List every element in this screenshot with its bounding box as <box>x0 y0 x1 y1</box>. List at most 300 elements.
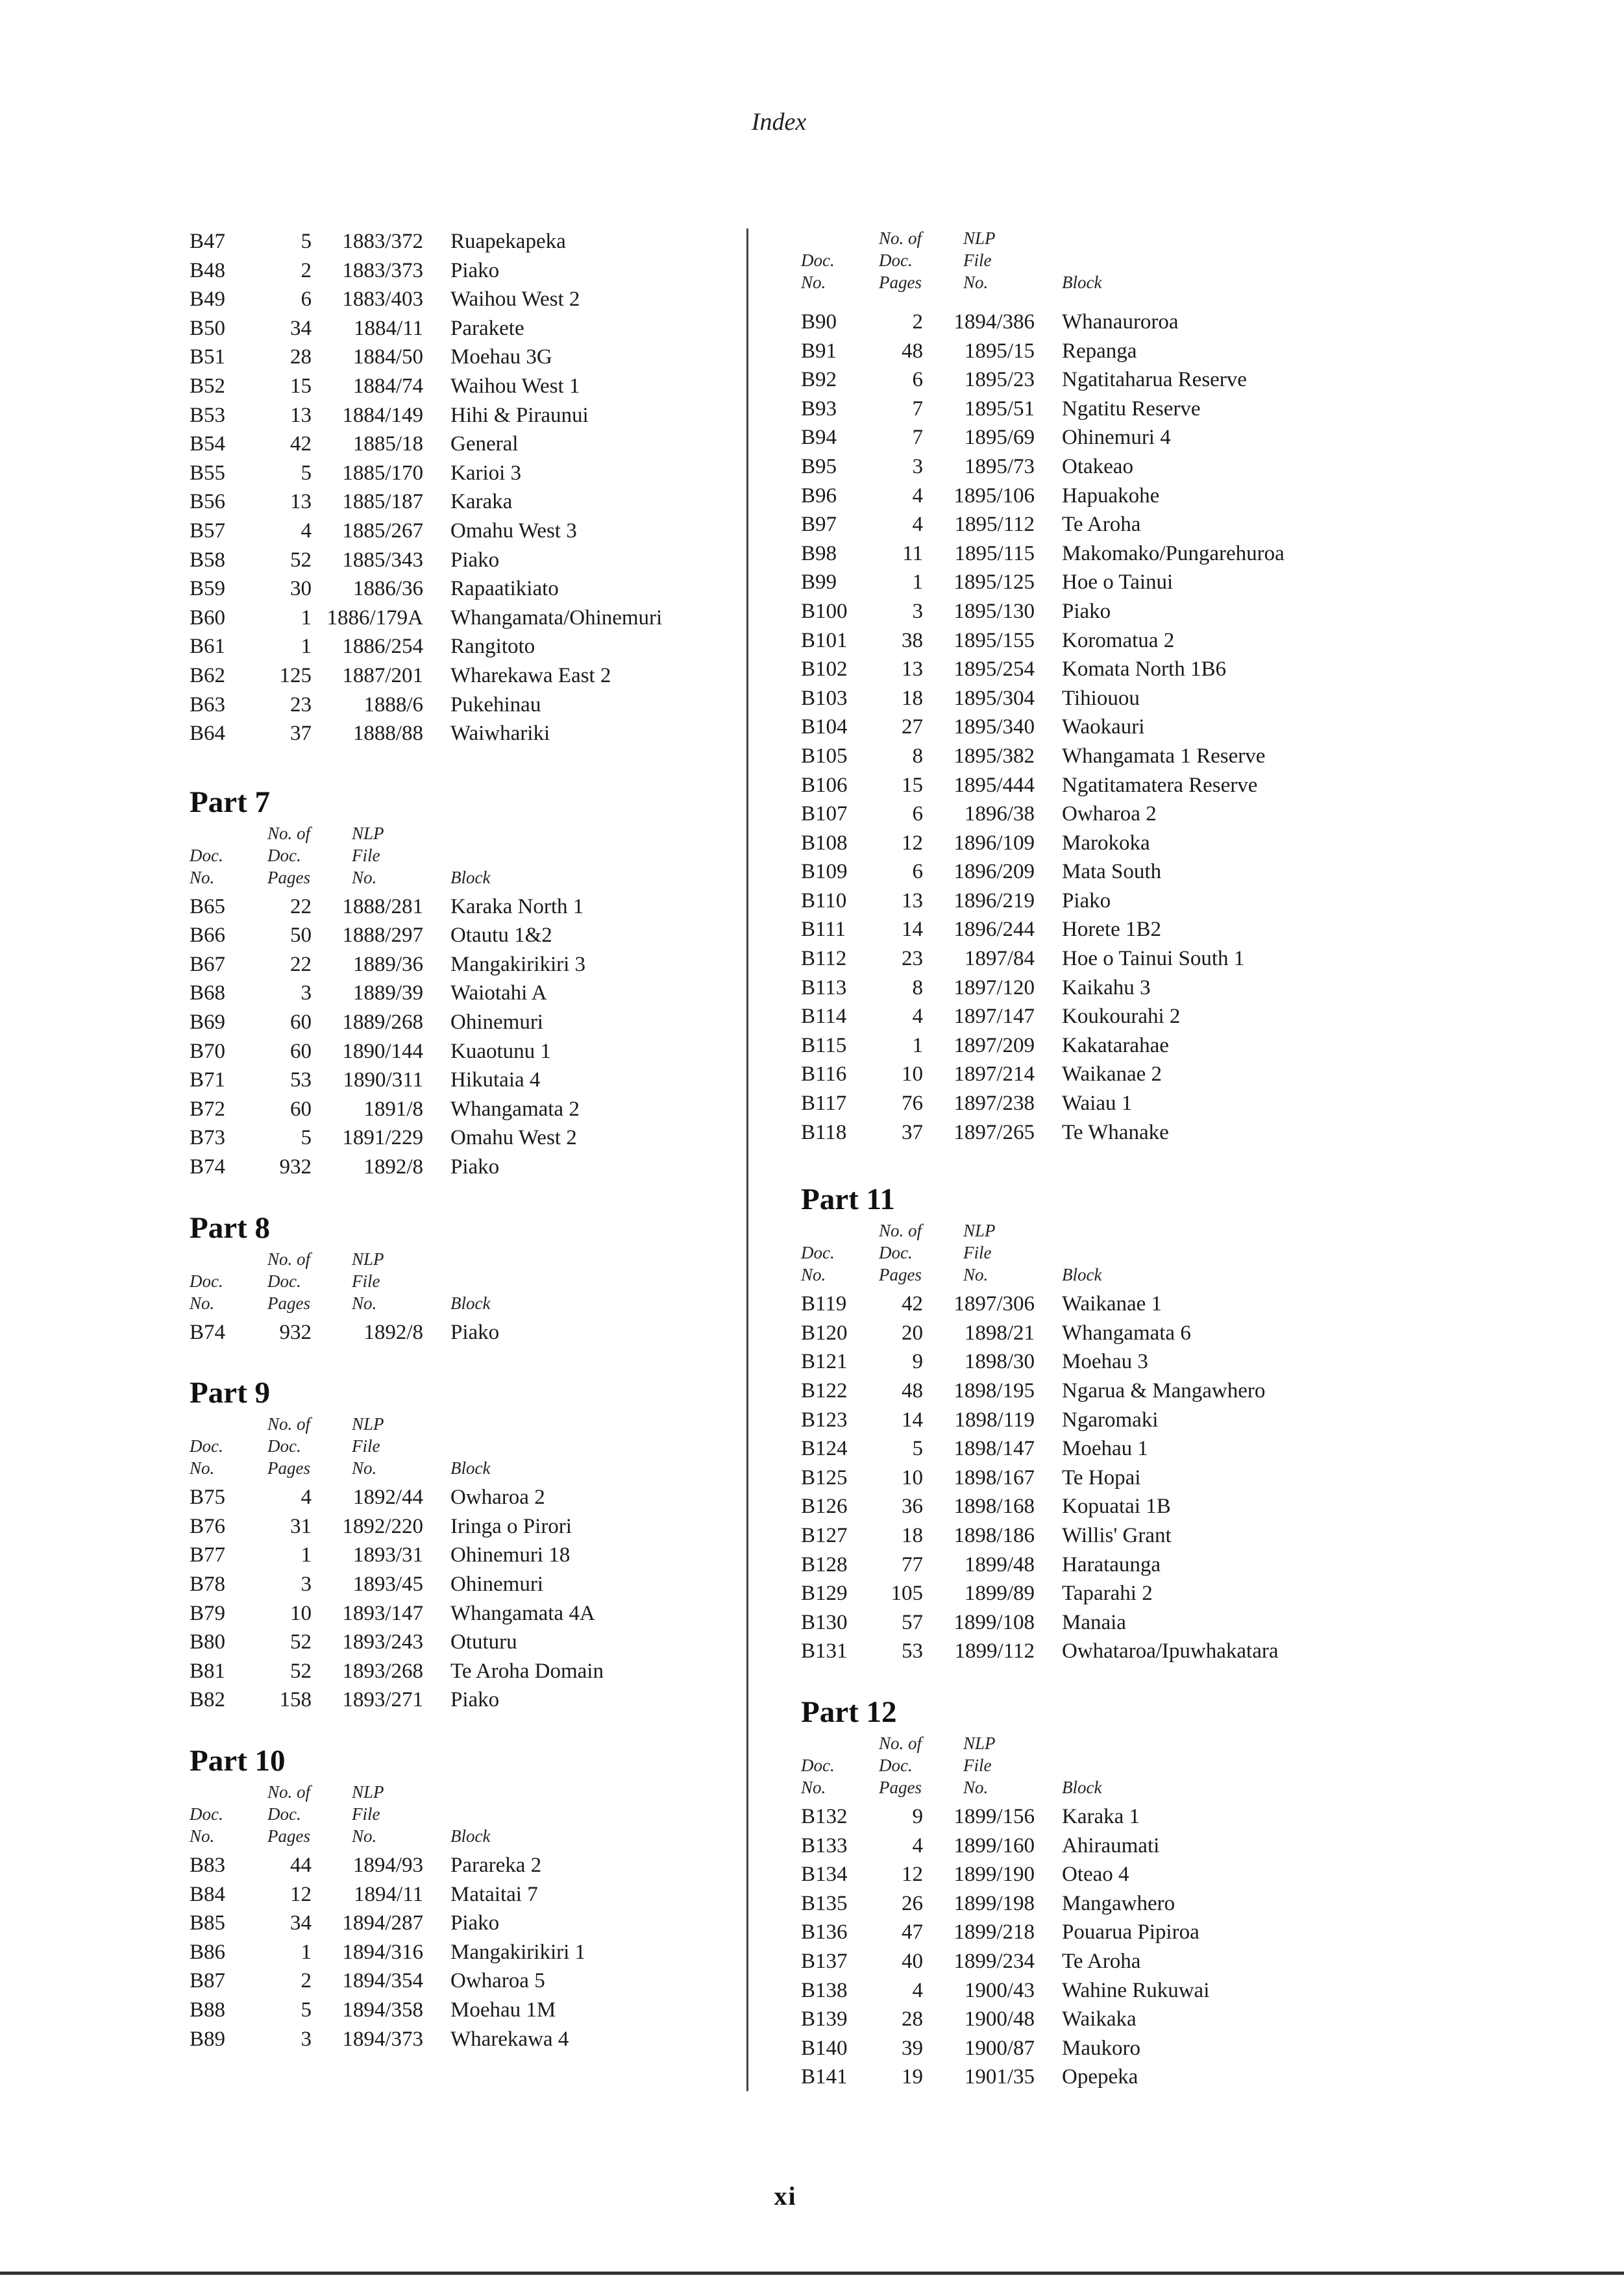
page-count: 3 <box>301 2027 312 2051</box>
index-row <box>190 661 735 691</box>
doc-pages-header-line: Doc. <box>879 1243 913 1263</box>
page-count: 1 <box>301 606 312 630</box>
page-count: 52 <box>290 1630 312 1654</box>
page-count: 6 <box>912 860 923 884</box>
doc-pages-header-line: Doc. <box>267 1436 301 1456</box>
block-name: Karaka <box>450 490 513 514</box>
doc-number: B99 <box>801 570 837 595</box>
page-count: 23 <box>290 693 312 717</box>
page-count: 15 <box>902 773 923 797</box>
index-row <box>190 892 735 922</box>
file-number: 1893/31 <box>352 1543 423 1567</box>
block-name: Whangamata 6 <box>1062 1321 1191 1345</box>
block-name: Wharekawa 4 <box>450 2027 569 2051</box>
doc-number: B65 <box>190 894 226 918</box>
block-name: Waiwhariki <box>450 722 550 746</box>
file-number: 1886/36 <box>352 577 423 601</box>
doc-number: B92 <box>801 368 837 392</box>
doc-number: B107 <box>801 802 848 826</box>
index-row <box>801 684 1385 713</box>
index-row <box>801 365 1385 395</box>
doc-number: B51 <box>190 345 226 369</box>
page-count: 22 <box>290 894 312 918</box>
page-count: 42 <box>290 432 312 456</box>
index-row <box>801 1290 1385 1319</box>
block-name: Rangitoto <box>450 635 535 659</box>
page-count: 28 <box>902 2007 923 2031</box>
file-number: 1895/69 <box>964 426 1035 450</box>
doc-pages-header-line: No. of <box>879 1221 922 1241</box>
block-name: Hoe o Tainui South 1 <box>1062 947 1245 971</box>
doc-number: B68 <box>190 981 226 1005</box>
doc-number: B126 <box>801 1495 848 1519</box>
block-name: Omahu West 3 <box>450 519 577 543</box>
block-name: Karaka North 1 <box>450 894 584 918</box>
page-count: 37 <box>902 1120 923 1144</box>
section-part-11 <box>801 1179 1385 1666</box>
doc-number: B116 <box>801 1062 847 1086</box>
index-row <box>801 308 1385 337</box>
doc-number: B129 <box>801 1582 848 1606</box>
file-number: 1899/48 <box>964 1552 1035 1576</box>
doc-no-header-line: No. <box>190 1293 215 1313</box>
index-row <box>801 1551 1385 1580</box>
doc-number: B98 <box>801 541 837 565</box>
index-row <box>801 423 1385 452</box>
index-row <box>190 1483 735 1512</box>
page-count: 13 <box>290 490 312 514</box>
file-number: 1888/281 <box>342 894 423 918</box>
index-row <box>190 1153 735 1182</box>
doc-number: B106 <box>801 773 848 797</box>
index-row <box>190 546 735 575</box>
block-name: Ohinemuri 4 <box>1062 426 1171 450</box>
index-row <box>801 395 1385 424</box>
file-number: 1896/244 <box>953 918 1035 942</box>
block-name: Parareka 2 <box>450 1853 542 1877</box>
nlp-file-header-line: NLP <box>963 1733 996 1753</box>
block-name: Parakete <box>450 316 524 340</box>
block-name: Karioi 3 <box>450 461 522 485</box>
doc-no-header-line: No. <box>801 1777 826 1797</box>
doc-number: B60 <box>190 606 226 630</box>
block-name: Piako <box>450 1911 500 1935</box>
index-row <box>801 482 1385 511</box>
file-number: 1892/220 <box>342 1514 423 1538</box>
block-header: Block <box>450 1293 491 1313</box>
doc-number: B96 <box>801 484 837 508</box>
doc-number: B58 <box>190 548 226 572</box>
part-heading: Part 12 <box>801 1695 897 1729</box>
doc-number: B132 <box>801 1804 848 1828</box>
index-row <box>801 1976 1385 2005</box>
block-name: Ohinemuri <box>450 1011 543 1035</box>
page-count: 1 <box>912 1033 923 1057</box>
file-number: 1884/11 <box>354 316 423 340</box>
page-count: 4 <box>301 1486 312 1510</box>
block-name: General <box>450 432 519 456</box>
index-row <box>190 574 735 604</box>
doc-number: B82 <box>190 1688 226 1712</box>
index-rows <box>801 1290 1385 1666</box>
block-name: Hapuakohe <box>1062 484 1160 508</box>
index-row <box>190 1512 735 1541</box>
file-number: 1893/147 <box>342 1601 423 1625</box>
file-number: 1893/268 <box>342 1659 423 1683</box>
doc-number: B117 <box>801 1092 847 1116</box>
page-count: 2 <box>301 258 312 282</box>
page-count: 34 <box>290 316 312 340</box>
doc-number: B108 <box>801 831 848 855</box>
page-count: 4 <box>912 1005 923 1029</box>
page-count: 60 <box>290 1011 312 1035</box>
index-row <box>190 950 735 979</box>
nlp-file-header-line: NLP <box>352 1414 384 1434</box>
block-name: Ahiraumati <box>1062 1833 1160 1857</box>
nlp-file-header-line: File <box>963 1755 992 1775</box>
page-count: 13 <box>902 889 923 913</box>
page-count: 40 <box>902 1949 923 1973</box>
doc-number: B55 <box>190 461 226 485</box>
page-count: 15 <box>290 374 312 398</box>
page-count: 2 <box>301 1969 312 1993</box>
doc-number: B125 <box>801 1465 848 1489</box>
file-number: 1896/219 <box>953 889 1035 913</box>
file-number: 1895/23 <box>964 368 1035 392</box>
doc-pages-header <box>267 1781 310 1847</box>
file-number: 1899/234 <box>953 1949 1035 1973</box>
file-number: 1894/93 <box>352 1853 423 1877</box>
index-row <box>190 719 735 748</box>
index-row <box>801 337 1385 366</box>
doc-number: B136 <box>801 1920 848 1944</box>
index-row <box>801 1492 1385 1521</box>
page-count: 30 <box>290 577 312 601</box>
file-number: 1894/358 <box>342 1998 423 2022</box>
nlp-file-header-line: NLP <box>963 228 996 248</box>
column-headers <box>190 1413 735 1483</box>
doc-pages-header <box>267 1413 310 1479</box>
file-number: 1890/311 <box>343 1068 423 1092</box>
doc-number: B66 <box>190 924 226 948</box>
page-count: 36 <box>902 1495 923 1519</box>
block-name: Ngatitu Reserve <box>1062 397 1201 421</box>
file-number: 1897/306 <box>953 1292 1035 1316</box>
doc-number: B94 <box>801 426 837 450</box>
index-row <box>801 1319 1385 1348</box>
file-number: 1891/8 <box>363 1097 423 1121</box>
block-name: Hikutaia 4 <box>450 1068 541 1092</box>
block-name: Moehau 3 <box>1062 1350 1148 1374</box>
file-number: 1886/254 <box>342 635 423 659</box>
doc-number: B83 <box>190 1853 226 1877</box>
block-name: Mangakirikiri 1 <box>450 1940 586 1964</box>
doc-pages-header-line: Doc. <box>879 251 913 270</box>
block-name: Repanga <box>1062 339 1137 363</box>
nlp-file-header-line: File <box>352 1271 380 1291</box>
file-number: 1894/386 <box>953 310 1035 334</box>
doc-no-header <box>801 1754 835 1798</box>
block-name: Manaia <box>1062 1610 1126 1634</box>
doc-number: B103 <box>801 686 848 710</box>
index-rows <box>190 1318 735 1347</box>
block-name: Oteao 4 <box>1062 1863 1129 1887</box>
file-number: 1899/160 <box>953 1833 1035 1857</box>
file-number: 1895/382 <box>953 744 1035 768</box>
file-number: 1895/73 <box>964 454 1035 478</box>
doc-pages-header-line: No. of <box>267 1782 311 1802</box>
doc-pages-header-line: No. of <box>267 1249 311 1269</box>
index-rows <box>190 1483 735 1715</box>
doc-no-header <box>801 1242 835 1286</box>
doc-number: B57 <box>190 519 226 543</box>
nlp-file-header-line: No. <box>352 1458 377 1478</box>
block-name: Komata North 1B6 <box>1062 657 1226 681</box>
block-name: Ngarua & Mangawhero <box>1062 1379 1266 1403</box>
block-name: Kopuatai 1B <box>1062 1495 1171 1519</box>
block-name: Waiau 1 <box>1062 1092 1133 1116</box>
doc-number: B111 <box>801 918 846 942</box>
page-count: 8 <box>912 744 923 768</box>
doc-number: B90 <box>801 310 837 334</box>
file-number: 1888/6 <box>363 693 423 717</box>
block-name: Waiotahi A <box>450 981 547 1005</box>
doc-pages-header <box>879 1220 922 1286</box>
part-heading: Part 7 <box>190 785 270 819</box>
doc-number: B79 <box>190 1601 226 1625</box>
doc-number: B114 <box>801 1005 847 1029</box>
block-name: Whangamata 1 Reserve <box>1062 744 1266 768</box>
index-row <box>190 285 735 314</box>
file-number: 1897/84 <box>964 947 1035 971</box>
part-heading: Part 10 <box>190 1743 286 1778</box>
doc-no-header-line: No. <box>801 1265 826 1285</box>
doc-pages-header-line: Pages <box>879 1777 922 1797</box>
file-number: 1888/297 <box>342 924 423 948</box>
doc-pages-header-line: Pages <box>879 273 922 292</box>
block-name: Piako <box>450 1155 500 1179</box>
block-name: Tihiouou <box>1062 686 1140 710</box>
doc-no-header-line: Doc. <box>190 1436 223 1456</box>
block-name: Te Aroha <box>1062 1949 1141 1973</box>
index-row <box>801 568 1385 597</box>
file-number: 1894/287 <box>342 1911 423 1935</box>
page-count: 77 <box>902 1552 923 1576</box>
section-continued <box>190 227 735 748</box>
file-number: 1894/316 <box>342 1940 423 1964</box>
nlp-file-header <box>963 227 996 293</box>
index-row <box>801 1347 1385 1377</box>
block-name: Te Aroha Domain <box>450 1659 604 1683</box>
index-row <box>190 2025 735 2054</box>
index-row <box>190 1066 735 1095</box>
block-name: Iringa o Pirori <box>450 1514 572 1538</box>
block-name: Marokoka <box>1062 831 1150 855</box>
index-row <box>801 887 1385 916</box>
doc-number: B138 <box>801 1978 848 2002</box>
block-name: Kuaotunu 1 <box>450 1039 551 1063</box>
index-row <box>801 857 1385 887</box>
doc-number: B56 <box>190 490 226 514</box>
doc-number: B88 <box>190 1998 226 2022</box>
index-row <box>190 604 735 633</box>
file-number: 1884/149 <box>342 403 423 427</box>
index-row <box>190 401 735 430</box>
index-row <box>801 1889 1385 1918</box>
part-heading: Part 8 <box>190 1210 270 1245</box>
page-count: 13 <box>290 403 312 427</box>
doc-number: B67 <box>190 952 226 976</box>
page-count: 4 <box>912 1833 923 1857</box>
file-number: 1892/44 <box>352 1486 423 1510</box>
nlp-file-header-line: File <box>352 1804 380 1824</box>
page-count: 57 <box>902 1610 923 1634</box>
page-count: 14 <box>902 1408 923 1432</box>
running-head: Index <box>751 108 807 136</box>
index-row <box>801 626 1385 656</box>
section-part-12 <box>801 1692 1385 2092</box>
index-row <box>801 1089 1385 1118</box>
index-row <box>801 2034 1385 2063</box>
page-count: 39 <box>902 2036 923 2060</box>
doc-number: B127 <box>801 1523 848 1547</box>
page-count: 932 <box>279 1155 312 1179</box>
page-count: 5 <box>301 461 312 485</box>
file-number: 1898/147 <box>953 1437 1035 1461</box>
page-count: 1 <box>301 635 312 659</box>
file-number: 1899/156 <box>953 1804 1035 1828</box>
file-number: 1897/238 <box>953 1092 1035 1116</box>
block-name: Ohinemuri 18 <box>450 1543 571 1567</box>
block-name: Te Whanake <box>1062 1120 1169 1144</box>
page-count: 4 <box>301 519 312 543</box>
block-name: Harataunga <box>1062 1552 1161 1576</box>
file-number: 1900/48 <box>964 2007 1035 2031</box>
section-part-10-continued <box>801 227 1385 1147</box>
page-count: 3 <box>912 599 923 623</box>
doc-number: B73 <box>190 1126 226 1150</box>
page-count: 5 <box>301 230 312 253</box>
page-count: 26 <box>902 1891 923 1915</box>
index-row <box>190 256 735 286</box>
block-name: Karaka 1 <box>1062 1804 1140 1828</box>
block-name: Waihou West 2 <box>450 288 580 312</box>
block-name: Taparahi 2 <box>1062 1582 1153 1606</box>
block-name: Whanauroroa <box>1062 310 1179 334</box>
file-number: 1898/186 <box>953 1523 1035 1547</box>
block-header: Block <box>1062 273 1102 292</box>
file-number: 1898/30 <box>964 1350 1035 1374</box>
nlp-file-header <box>963 1220 996 1286</box>
doc-number: B133 <box>801 1833 848 1857</box>
block-name: Owhataroa/Ipuwhakatara <box>1062 1639 1279 1663</box>
index-row <box>801 510 1385 539</box>
block-name: Koromatua 2 <box>1062 628 1175 652</box>
page-count: 3 <box>301 1573 312 1596</box>
block-name: Mangawhero <box>1062 1891 1175 1915</box>
page-count: 2 <box>912 310 923 334</box>
nlp-file-header-line: No. <box>352 867 377 887</box>
nlp-file-header-line: No. <box>963 273 989 292</box>
doc-number: B89 <box>190 2027 226 2051</box>
index-row <box>801 1406 1385 1435</box>
nlp-file-header-line: No. <box>963 1265 989 1285</box>
file-number: 1883/403 <box>342 288 423 312</box>
doc-number: B87 <box>190 1969 226 1993</box>
page-count: 23 <box>902 947 923 971</box>
page-count: 27 <box>902 715 923 739</box>
right-column <box>801 227 1385 2092</box>
doc-no-header-line: Doc. <box>801 1243 835 1263</box>
index-row <box>801 1637 1385 1666</box>
doc-number: B100 <box>801 599 848 623</box>
doc-number: B53 <box>190 403 226 427</box>
page-count: 42 <box>902 1292 923 1316</box>
doc-no-header <box>190 1270 223 1314</box>
page-count: 10 <box>902 1062 923 1086</box>
file-number: 1896/209 <box>953 860 1035 884</box>
page-count: 38 <box>902 628 923 652</box>
page-count: 22 <box>290 952 312 976</box>
page-count: 932 <box>279 1320 312 1344</box>
nlp-file-header-line: NLP <box>352 1249 384 1269</box>
file-number: 1899/198 <box>953 1891 1035 1915</box>
doc-number: B102 <box>801 657 848 681</box>
index-row <box>190 227 735 256</box>
doc-number: B69 <box>190 1011 226 1035</box>
file-number: 1895/51 <box>964 397 1035 421</box>
page-count: 34 <box>290 1911 312 1935</box>
page-count: 48 <box>902 1379 923 1403</box>
block-name: Opepeka <box>1062 2065 1138 2089</box>
index-row <box>801 829 1385 858</box>
index-row <box>190 1570 735 1599</box>
file-number: 1884/74 <box>352 374 423 398</box>
index-row <box>801 1579 1385 1608</box>
index-row <box>190 1880 735 1909</box>
nlp-file-header-line: File <box>963 1243 992 1263</box>
doc-number: B135 <box>801 1891 848 1915</box>
doc-pages-header-line: No. of <box>879 228 922 248</box>
file-number: 1898/21 <box>964 1321 1035 1345</box>
block-name: Kakatarahae <box>1062 1033 1169 1057</box>
doc-number: B118 <box>801 1120 847 1144</box>
page-count: 14 <box>902 918 923 942</box>
block-name: Mata South <box>1062 860 1162 884</box>
file-number: 1885/343 <box>342 548 423 572</box>
file-number: 1897/214 <box>953 1062 1035 1086</box>
doc-pages-header-line: No. of <box>267 823 311 843</box>
section-part-8 <box>190 1208 735 1347</box>
block-name: Pouarua Pipiroa <box>1062 1920 1200 1944</box>
file-number: 1899/108 <box>953 1610 1035 1634</box>
doc-no-header <box>801 249 835 293</box>
page-count: 31 <box>290 1514 312 1538</box>
index-row <box>801 974 1385 1003</box>
index-row <box>801 655 1385 684</box>
page-count: 4 <box>912 1978 923 2002</box>
doc-number: B95 <box>801 454 837 478</box>
doc-no-header-line: No. <box>190 867 215 887</box>
index-row <box>190 1628 735 1657</box>
doc-number: B76 <box>190 1514 226 1538</box>
doc-pages-header-line: Doc. <box>267 1804 301 1824</box>
block-name: Piako <box>450 258 500 282</box>
index-row <box>190 372 735 401</box>
block-name: Piako <box>450 1688 500 1712</box>
doc-number: B91 <box>801 339 837 363</box>
index-rows <box>190 1851 735 2053</box>
